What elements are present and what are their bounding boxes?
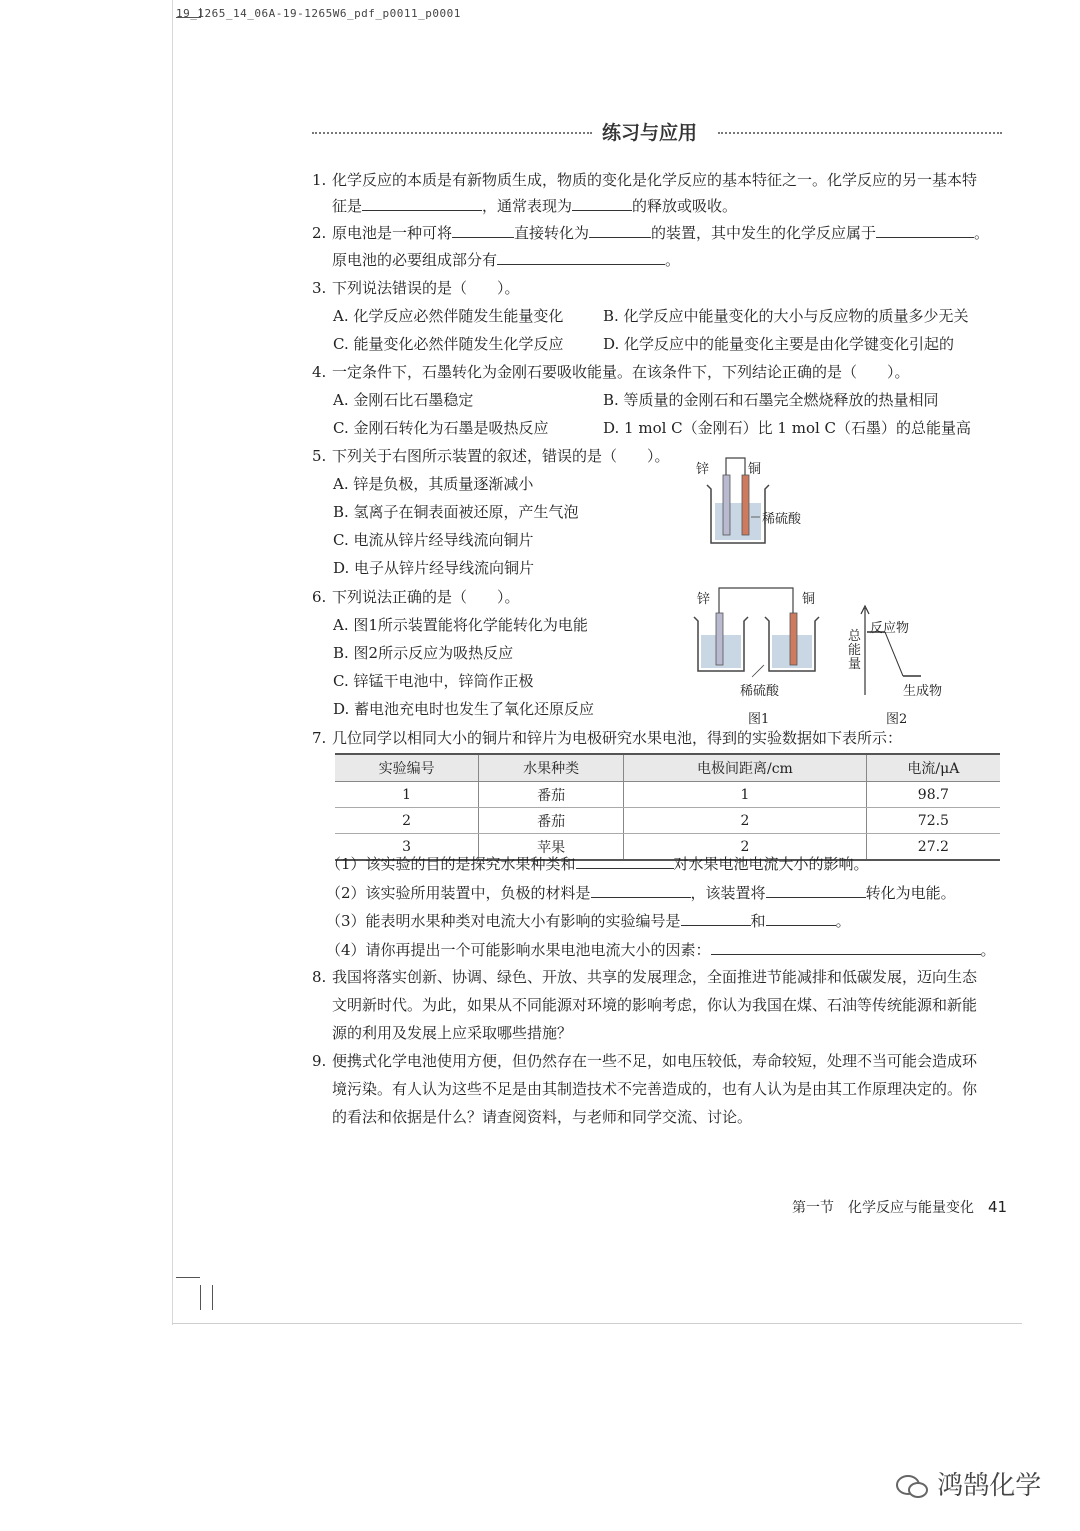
zinc-label: 锌 — [697, 592, 711, 607]
acid-solution — [715, 503, 761, 540]
question-4-option-c[interactable]: C. 金刚石转化为石墨是吸热反应 — [333, 419, 549, 437]
question-3-option-b[interactable]: B. 化学反应中能量变化的大小与反应物的质量多少无关 — [603, 307, 969, 325]
crop-mark — [212, 1285, 213, 1310]
question-6-option-a[interactable]: A. 图1所示装置能将化学能转化为电能 — [333, 616, 588, 634]
file-id: 19_1265_14_06A-19-1265W6_pdf_p0011_p0001 — [176, 7, 461, 20]
watermark — [895, 1465, 1041, 1502]
table-header: 实验编号 — [335, 754, 479, 782]
question-7-sub-2: （2）该实验所用装置中，负极的材料是 ，该装置将 转化为电能。 — [326, 884, 956, 902]
answer-blank[interactable] — [711, 940, 981, 955]
zinc-electrode — [723, 475, 730, 535]
answer-blank[interactable] — [681, 911, 751, 926]
copper-electrode — [790, 613, 797, 665]
question-5-option-c[interactable]: C. 电流从锌片经导线流向铜片 — [333, 531, 534, 549]
table-header: 电极间距离/cm — [624, 754, 867, 782]
question-5-stem: 5. 下列关于右图所示装置的叙述，错误的是（ ）。 — [312, 447, 670, 465]
table-cell: 98.7 — [866, 782, 1000, 808]
section-title: 练习与应用 — [602, 122, 698, 144]
table-cell: 2 — [335, 808, 479, 834]
table-cell: 2 — [624, 834, 867, 861]
question-1-line-1: 1. 化学反应的本质是有新物质生成，物质的变化是化学反应的基本特征之一。化学反应的另一基本特 — [312, 171, 978, 189]
question-7-stem: 7. 几位同学以相同大小的铜片和锌片为电极研究水果电池，得到的实验数据如下表所示： — [312, 729, 903, 747]
wechat-logo-icon — [895, 1474, 929, 1500]
question-9-line-3: 的看法和依据是什么？请查阅资料，与老师和同学交流、讨论。 — [332, 1108, 753, 1126]
zinc-electrode — [716, 613, 723, 665]
question-5-option-a[interactable]: A. 锌是负极，其质量逐渐减小 — [333, 475, 534, 493]
reactant-label: 反应物 — [870, 621, 910, 636]
table-header: 水果种类 — [479, 754, 624, 782]
answer-blank[interactable] — [589, 223, 651, 238]
wire — [719, 588, 793, 613]
table-cell: 番茄 — [479, 808, 624, 834]
footer-section: 第一节 化学反应与能量变化 — [792, 1200, 974, 1216]
question-7-sub-4: （4）请你再提出一个可能影响水果电池电流大小的因素： 。 — [326, 941, 996, 959]
energy-axis-label: 总能量 — [848, 629, 862, 672]
question-3-option-a[interactable]: A. 化学反应必然伴随发生能量变化 — [333, 307, 564, 325]
zinc-label: 锌 — [696, 462, 710, 477]
product-label: 生成物 — [903, 684, 943, 699]
question-4-option-b[interactable]: B. 等质量的金刚石和石墨完全燃烧释放的热量相同 — [603, 391, 939, 409]
acid-label: 稀硫酸 — [762, 512, 802, 527]
table-cell: 27.2 — [866, 834, 1000, 861]
table-cell: 72.5 — [866, 808, 1000, 834]
table-cell: 3 — [335, 834, 479, 861]
experiment-table — [335, 753, 1000, 861]
question-6-option-c[interactable]: C. 锌锰干电池中，锌筒作正极 — [333, 672, 534, 690]
table-cell: 1 — [624, 782, 867, 808]
table-row — [335, 808, 1000, 834]
wire — [726, 458, 745, 475]
crop-mark — [200, 1285, 201, 1310]
question-6-option-d[interactable]: D. 蓄电池充电时也发生了氧化还原反应 — [333, 700, 595, 718]
figure-1-caption: 图1 — [748, 712, 770, 727]
answer-blank[interactable] — [591, 883, 691, 898]
leader-line — [752, 665, 764, 677]
question-9-line-1: 9. 便携式化学电池使用方便，但仍然存在一些不足，如电压较低，寿命较短，处理不当可能会造成环 — [312, 1052, 978, 1070]
question-4-option-d[interactable]: D. 1 mol C（金刚石）比 1 mol C（石墨）的总能量高 — [603, 419, 972, 437]
dotted-rule — [312, 132, 592, 134]
table-cell: 番茄 — [479, 782, 624, 808]
answer-blank[interactable] — [576, 854, 674, 869]
question-2-line-1: 2. 原电池是一种可将 直接转化为 的装置，其中发生的化学反应属于 。 — [312, 224, 990, 242]
copper-electrode — [742, 475, 749, 535]
page-number: 41 — [988, 1198, 1008, 1216]
answer-blank[interactable] — [452, 223, 514, 238]
copper-label: 铜 — [748, 462, 762, 477]
acid-label: 稀硫酸 — [740, 684, 780, 699]
question-6-option-b[interactable]: B. 图2所示反应为吸热反应 — [333, 644, 514, 662]
question-7-sub-1: （1）该实验的目的是探究水果种类和 对水果电池电流大小的影响。 — [326, 855, 869, 873]
question-3-stem: 3. 下列说法错误的是（ ）。 — [312, 279, 520, 297]
question-6-stem: 6. 下列说法正确的是（ ）。 — [312, 588, 520, 606]
question-5-option-b[interactable]: B. 氢离子在铜表面被还原，产生气泡 — [333, 503, 579, 521]
table-row — [335, 782, 1000, 808]
question-2-line-2: 原电池的必要组成部分有 。 — [332, 251, 681, 269]
answer-blank[interactable] — [766, 883, 866, 898]
question-3-option-d[interactable]: D. 化学反应中的能量变化主要是由化学键变化引起的 — [603, 335, 955, 353]
answer-blank[interactable] — [362, 196, 482, 211]
question-7-sub-3: （3）能表明水果种类对电流大小有影响的实验编号是 和 。 — [326, 912, 851, 930]
copper-label: 铜 — [802, 592, 816, 607]
dotted-rule — [718, 132, 1002, 134]
page-footer — [792, 1197, 1007, 1217]
answer-blank[interactable] — [497, 250, 665, 265]
table-header: 电流/μA — [866, 754, 1000, 782]
section-header — [312, 118, 1002, 148]
question-4-stem: 4. 一定条件下，石墨转化为金刚石要吸收能量。在该条件下，下列结论正确的是（ ）。 — [312, 363, 910, 381]
table-cell: 苹果 — [479, 834, 624, 861]
answer-blank[interactable] — [876, 223, 974, 238]
question-3-option-c[interactable]: C. 能量变化必然伴随发生化学反应 — [333, 335, 564, 353]
table-cell: 2 — [624, 808, 867, 834]
table-header-row — [335, 754, 1000, 782]
crop-mark — [176, 1277, 200, 1278]
figure-2-caption: 图2 — [886, 712, 908, 727]
question-8-line-2: 文明新时代。为此，如果从不同能源对环境的影响考虑，你认为我国在煤、石油等传统能源和新能 — [332, 996, 978, 1014]
page-edge-bottom — [172, 1323, 1022, 1324]
page-edge-left — [172, 0, 173, 1325]
question-1-line-2: 征是 ，通常表现为 的释放或吸收。 — [332, 197, 738, 215]
question-4-option-a[interactable]: A. 金刚石比石墨稳定 — [333, 391, 474, 409]
answer-blank[interactable] — [572, 196, 632, 211]
answer-blank[interactable] — [766, 911, 836, 926]
table-cell: 1 — [335, 782, 479, 808]
reaction-path — [885, 632, 903, 676]
question-8-line-1: 8. 我国将落实创新、协调、绿色、开放、共享的发展理念，全面推进节能减排和低碳发展，迈向生态 — [312, 968, 978, 986]
question-9-line-2: 境污染。有人认为这些不足是由其制造技术不完善造成的，也有人认为是由其工作原理决定的。你 — [332, 1080, 978, 1098]
question-8-line-3: 源的利用及发展上应采取哪些措施？ — [332, 1024, 573, 1042]
question-5-option-d[interactable]: D. 电子从锌片经导线流向铜片 — [333, 559, 535, 577]
watermark-text: 鸿鹄化学 — [937, 1471, 1042, 1501]
